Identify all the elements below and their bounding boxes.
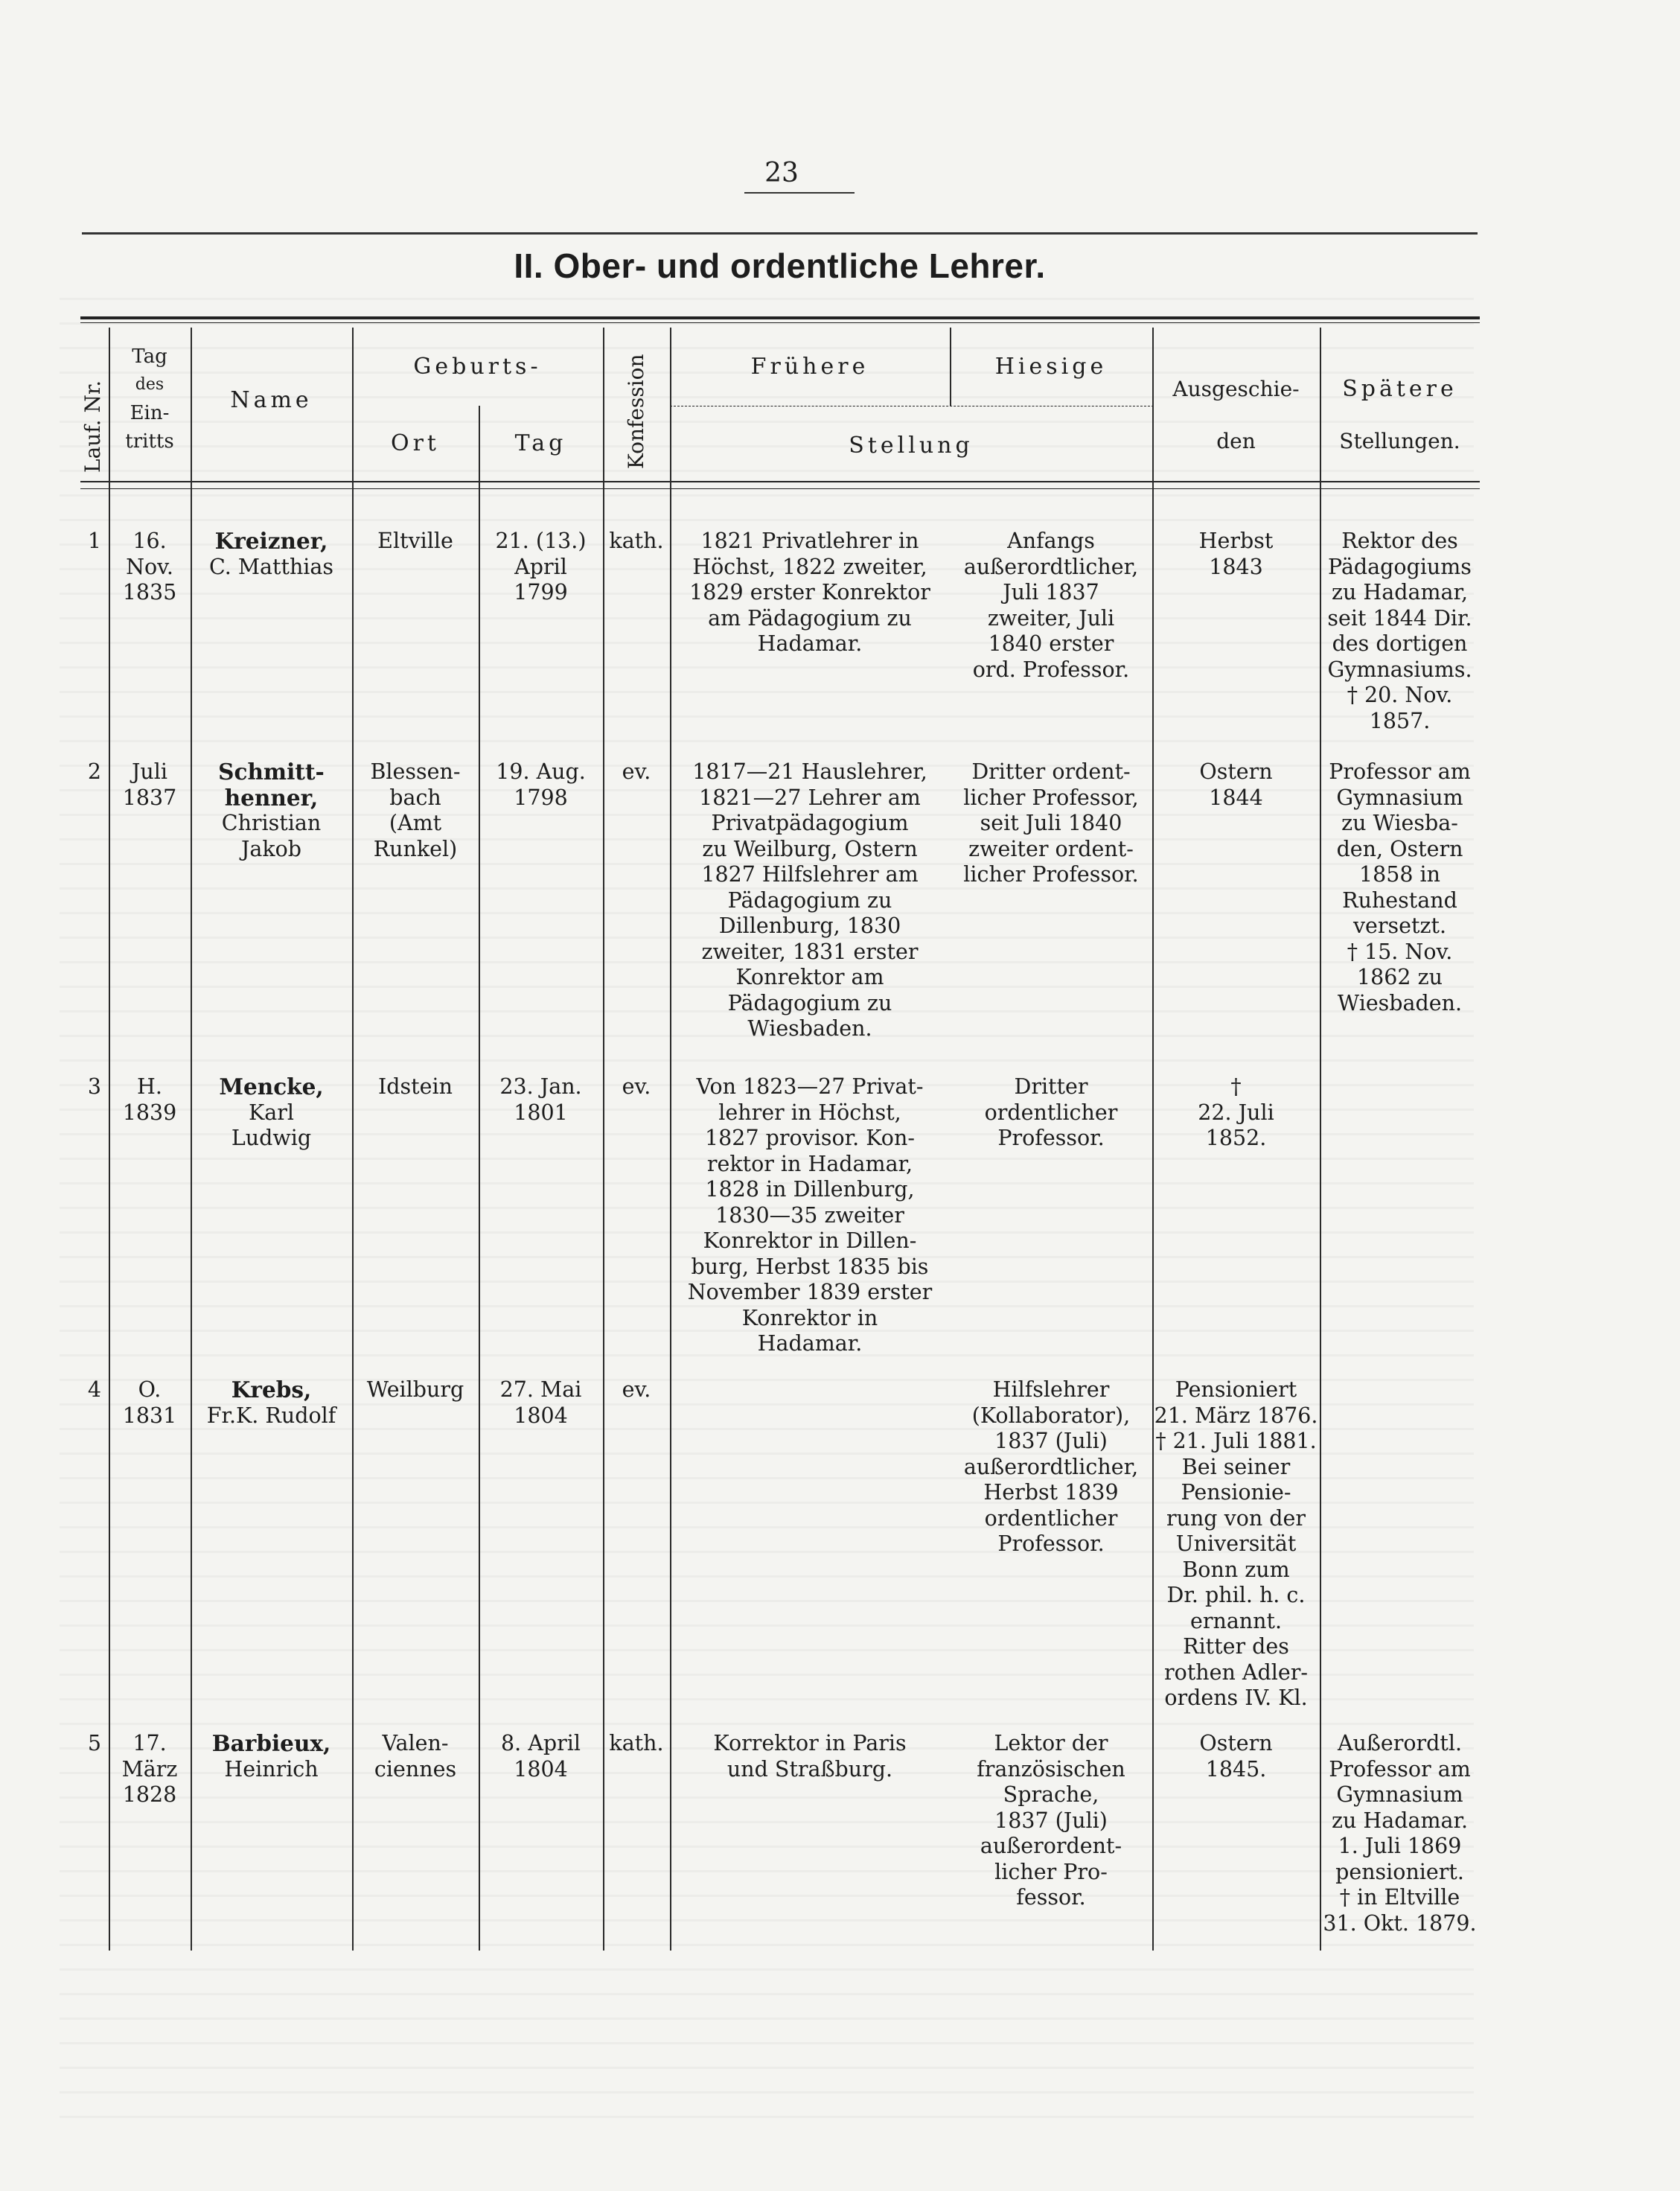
cell-line: Professor am: [1329, 759, 1471, 784]
row-ausgeschieden: [1152, 759, 1320, 811]
cell-line: Karl: [248, 1100, 295, 1125]
cell-line: licher Professor,: [963, 785, 1139, 810]
cell-line: Dr. phil. h. c.: [1166, 1583, 1306, 1607]
row-ort: [352, 529, 479, 555]
cell-line: außerordtlicher,: [963, 554, 1139, 579]
cell-line: Juli: [131, 759, 167, 784]
row-ausgeschieden: [1152, 529, 1320, 580]
row-konfession: kath.: [609, 529, 664, 553]
cell-line: rothen Adler-: [1164, 1659, 1308, 1685]
cell-line: 1804: [514, 1756, 568, 1782]
cell-line: 17.: [132, 1731, 167, 1755]
cell-line: 1857.: [1369, 708, 1431, 733]
cell-line: 1799: [514, 580, 568, 605]
cell-line: Gymnasium: [1336, 1782, 1463, 1807]
cell-line: 23. Jan.: [499, 1074, 582, 1099]
cell-line: Rektor des: [1341, 529, 1458, 553]
cell-line: des dortigen: [1332, 631, 1468, 656]
cell-line: 1798: [514, 785, 568, 810]
cell-line: ordentlicher: [984, 1100, 1118, 1125]
cell-line: 1843: [1209, 554, 1263, 579]
cell-line: Hilfslehrer: [992, 1377, 1110, 1402]
row-eintritt: [109, 759, 191, 811]
header-name: Name: [230, 387, 313, 413]
row-fruehere: [670, 1731, 950, 1782]
cell-line: Hadamar.: [757, 1331, 863, 1356]
cell-line: 22. Juli: [1198, 1100, 1274, 1125]
cell-line: Valen-: [382, 1731, 449, 1755]
header-konfession: Konfession: [624, 354, 648, 469]
cell-line: † in Eltville: [1339, 1885, 1460, 1910]
cell-line: 1827 Hilfslehrer am: [701, 862, 919, 887]
cell-line: Idstein: [378, 1074, 453, 1099]
row-ausgeschieden: [1152, 1074, 1320, 1152]
cell-line: zu Hadamar.: [1331, 1808, 1469, 1833]
cell-line: Pensionie-: [1181, 1480, 1291, 1505]
cell-line: 1817—21 Hauslehrer,: [692, 759, 927, 784]
row-ort: [352, 759, 479, 862]
cell-line: Runkel): [373, 836, 458, 861]
cell-line: Gymnasium: [1336, 785, 1463, 810]
row-fruehere: [670, 1074, 950, 1357]
cell-line: zu Wiesba-: [1341, 811, 1458, 835]
cell-line: französischen: [977, 1756, 1125, 1782]
cell-line: 1837 (Juli): [994, 1429, 1108, 1453]
cell-line: April: [514, 554, 567, 579]
row-hiesige: [950, 1377, 1152, 1557]
cell-line: Universität: [1175, 1531, 1297, 1556]
row-name: [191, 529, 352, 580]
cell-line: Pädagogiums: [1328, 554, 1472, 579]
cell-line: 16.: [132, 529, 167, 553]
page-number-rule: [744, 192, 855, 194]
row-tag: [479, 529, 603, 606]
cell-line: 1837 (Juli): [994, 1808, 1108, 1833]
cell-line: Nov.: [126, 554, 173, 579]
cell-line: bach: [389, 785, 441, 810]
cell-line: † 15. Nov.: [1347, 939, 1453, 964]
cell-line: Privatpädagogium: [711, 811, 909, 835]
row-name: [191, 1377, 352, 1429]
row-ausgeschieden: [1152, 1377, 1320, 1712]
cell-line: Gymnasiums.: [1327, 657, 1472, 682]
row-ausgeschieden: [1152, 1731, 1320, 1782]
cell-line: ordentlicher: [984, 1505, 1118, 1531]
cell-line: 21. März 1876.: [1154, 1403, 1318, 1428]
cell-line: 19. Aug.: [496, 759, 586, 784]
header-ort: Ort: [391, 430, 440, 456]
row-tag: [479, 759, 603, 811]
cell-line: rektor in Hadamar,: [706, 1151, 913, 1176]
cell-line: außerordent-: [980, 1834, 1122, 1858]
cell-line: 1. Juli 1869: [1338, 1834, 1462, 1858]
cell-line: Stellungen.: [1339, 429, 1460, 453]
cell-line: Schmitt-: [218, 759, 325, 785]
cell-line: Juli 1837: [1003, 580, 1099, 605]
row-ort: [352, 1731, 479, 1782]
col-line-3: [352, 328, 354, 1951]
cell-line: 8. April: [501, 1731, 581, 1755]
cell-line: 21. (13.): [495, 529, 587, 553]
cell-line: 1829 erster Konrektor: [689, 580, 930, 605]
row-hiesige: [950, 759, 1152, 888]
cell-line: Christian: [221, 811, 322, 835]
cell-line: 31. Okt. 1879.: [1323, 1910, 1477, 1936]
cell-line: 1801: [514, 1100, 568, 1125]
cell-line: seit Juli 1840: [980, 811, 1122, 835]
row-name: [191, 1731, 352, 1782]
cell-line: 1845.: [1205, 1756, 1267, 1782]
row-konfession: ev.: [622, 759, 651, 784]
cell-line: Professor am: [1329, 1756, 1471, 1782]
cell-line: Ostern: [1199, 759, 1273, 784]
cell-line: 1804: [514, 1403, 568, 1428]
row-tag: [479, 1731, 603, 1782]
cell-line: 1852.: [1205, 1126, 1267, 1150]
cell-line: Spätere: [1342, 376, 1457, 402]
cell-line: Konrektor in Dillen-: [703, 1228, 917, 1253]
row-fruehere: [670, 759, 950, 1042]
header-stellung: Stellung: [849, 433, 974, 459]
cell-line: licher Professor.: [963, 862, 1139, 887]
cell-line: Konrektor am: [735, 965, 884, 989]
cell-line: zweiter, 1831 erster: [701, 939, 919, 964]
header-fruehere: Frühere: [750, 354, 869, 380]
cell-line: Ruhestand: [1342, 887, 1457, 913]
cell-line: Barbieux,: [211, 1730, 331, 1756]
cell-line: Herbst: [1198, 529, 1274, 553]
col-line-5: [603, 328, 604, 1951]
page-number: 23: [764, 158, 799, 188]
row-spaetere: [1320, 759, 1480, 1016]
row-spaetere: [1320, 1731, 1480, 1936]
cell-line: November 1839 erster: [687, 1280, 933, 1304]
header-tag-des-eintritts: [109, 342, 191, 456]
cell-line: Hadamar.: [757, 631, 863, 656]
cell-line: Sprache,: [1003, 1782, 1099, 1807]
cell-line: Bei seiner: [1181, 1454, 1291, 1479]
cell-line: 1827 provisor. Kon-: [705, 1126, 915, 1150]
top-rule: [82, 232, 1478, 235]
cell-line: 1858 in: [1358, 862, 1441, 887]
cell-line: Blessen-: [370, 759, 461, 784]
cell-line: 1839: [122, 1100, 177, 1125]
row-nr: 1: [87, 529, 101, 553]
cell-line: C. Matthias: [208, 554, 334, 579]
cell-line: 1840 erster: [988, 631, 1114, 656]
cell-line: burg, Herbst 1835 bis: [691, 1254, 929, 1279]
cell-line: licher Pro-: [994, 1859, 1108, 1884]
cell-line: zu Hadamar,: [1331, 580, 1469, 605]
cell-line: Fr.K. Rudolf: [206, 1403, 336, 1428]
row-eintritt: [109, 1074, 191, 1126]
cell-line: Höchst, 1822 zweiter,: [692, 554, 927, 579]
table-top-rule-thin: [80, 322, 1480, 323]
row-nr: 4: [87, 1377, 101, 1402]
cell-line: ernannt.: [1189, 1608, 1283, 1633]
cell-line: 1831: [122, 1403, 177, 1428]
row-eintritt: [109, 1377, 191, 1429]
cell-line: Pädagogium zu: [727, 990, 892, 1015]
header-lauf-nr: Lauf. Nr.: [80, 380, 105, 473]
header-bottom-rule: [80, 481, 1480, 482]
cell-line: fessor.: [1016, 1885, 1086, 1910]
cell-line: ordens IV. Kl.: [1164, 1685, 1308, 1710]
cell-line: Ostern: [1199, 1731, 1273, 1755]
cell-line: 1821 Privatlehrer in: [700, 529, 919, 553]
cell-line: 1821—27 Lehrer am: [699, 785, 921, 810]
cell-line: Krebs,: [231, 1377, 312, 1403]
header-geburts: Geburts-: [413, 354, 542, 380]
cell-line: Tag: [132, 345, 167, 368]
cell-line: Mencke,: [219, 1074, 324, 1100]
cell-line: Heinrich: [224, 1756, 319, 1782]
cell-line: †: [1230, 1074, 1242, 1099]
cell-line: ord. Professor.: [972, 657, 1130, 682]
header-hiesige: Hiesige: [994, 354, 1108, 380]
cell-line: Ludwig: [231, 1126, 312, 1150]
cell-line: 1835: [122, 580, 177, 605]
row-nr: 3: [87, 1074, 101, 1099]
cell-line: O.: [138, 1377, 162, 1402]
row-nr: 2: [87, 759, 101, 784]
cell-line: 27. Mai: [499, 1377, 582, 1402]
cell-line: Ein-: [130, 402, 170, 424]
cell-line: Herbst 1839: [983, 1480, 1119, 1505]
cell-line: am Pädagogium zu: [708, 605, 912, 631]
row-tag: [479, 1074, 603, 1126]
row-nr: 5: [87, 1731, 101, 1755]
cell-line: Dritter ordent-: [971, 759, 1131, 784]
cell-line: versetzt.: [1352, 913, 1447, 938]
row-konfession: ev.: [622, 1074, 651, 1099]
cell-line: (Amt: [389, 811, 442, 835]
row-spaetere: [1320, 529, 1480, 734]
cell-line: des: [135, 375, 165, 394]
cell-line: Bonn zum: [1182, 1557, 1290, 1582]
cell-line: Jakob: [240, 836, 302, 861]
header-ausgeschieden: [1152, 363, 1320, 468]
cell-line: H.: [137, 1074, 162, 1099]
header-tag: Tag: [514, 430, 567, 456]
table-top-rule: [80, 316, 1480, 319]
cell-line: tritts: [125, 430, 174, 453]
cell-line: Pensioniert: [1175, 1377, 1297, 1402]
row-name: [191, 1074, 352, 1152]
cell-line: Ritter des: [1183, 1634, 1289, 1659]
cell-line: Weilburg: [366, 1377, 464, 1402]
row-hiesige: [950, 1074, 1152, 1152]
cell-line: und Straßburg.: [726, 1756, 893, 1782]
cell-line: Professor.: [997, 1531, 1105, 1556]
row-konfession: kath.: [609, 1731, 664, 1755]
header-spaetere: [1320, 363, 1480, 468]
section-title: II. Ober- und ordentliche Lehrer.: [514, 246, 1046, 285]
cell-line: seit 1844 Dir.: [1327, 605, 1472, 631]
cell-line: Lektor der: [994, 1731, 1108, 1755]
cell-line: † 20. Nov.: [1347, 683, 1453, 707]
cell-line: 1828 in Dillenburg,: [705, 1177, 915, 1202]
cell-line: Eltville: [377, 529, 453, 553]
col-line-4: [479, 406, 480, 1951]
cell-line: zu Weilburg, Ostern: [702, 836, 918, 861]
row-name: [191, 759, 352, 862]
cell-line: (Kollaborator),: [971, 1403, 1131, 1428]
cell-line: Von 1823—27 Privat-: [696, 1074, 924, 1099]
cell-line: zweiter ordent-: [968, 836, 1134, 861]
row-eintritt: [109, 1731, 191, 1808]
cell-line: Dritter: [1014, 1074, 1088, 1099]
cell-line: Wiesbaden.: [747, 1016, 872, 1041]
cell-line: ciennes: [374, 1756, 457, 1782]
cell-line: Ausgeschie-: [1172, 377, 1300, 401]
cell-line: 1862 zu: [1357, 965, 1443, 989]
cell-line: Außerordtl.: [1337, 1731, 1463, 1755]
cell-line: † 21. Juli 1881.: [1155, 1429, 1317, 1453]
cell-line: außerordtlicher,: [963, 1454, 1139, 1479]
row-ort: [352, 1074, 479, 1100]
cell-line: Konrektor in: [741, 1305, 878, 1330]
cell-line: den: [1216, 429, 1256, 453]
cell-line: Dillenburg, 1830: [718, 913, 901, 938]
row-hiesige: [950, 1731, 1152, 1911]
cell-line: zweiter, Juli: [987, 605, 1115, 631]
cell-line: rung von der: [1166, 1505, 1306, 1531]
row-konfession: ev.: [622, 1377, 651, 1402]
cell-line: 1837: [122, 785, 177, 810]
cell-line: Anfangs: [1007, 529, 1095, 553]
cell-line: Pädagogium zu: [727, 887, 892, 913]
row-ort: [352, 1377, 479, 1403]
row-fruehere: [670, 529, 950, 657]
cell-line: den, Ostern: [1336, 836, 1463, 861]
cell-line: 1828: [122, 1782, 177, 1807]
row-eintritt: [109, 529, 191, 606]
cell-line: Professor.: [997, 1126, 1105, 1150]
row-tag: [479, 1377, 603, 1429]
cell-line: Korrektor in Paris: [713, 1731, 907, 1755]
cell-line: Wiesbaden.: [1337, 990, 1463, 1015]
cell-line: henner,: [224, 784, 319, 811]
cell-line: lehrer in Höchst,: [718, 1100, 901, 1125]
header-bottom-rule-2: [80, 488, 1480, 489]
row-hiesige: [950, 529, 1152, 683]
cell-line: 1844: [1209, 785, 1263, 810]
cell-line: pensioniert.: [1335, 1859, 1464, 1884]
cell-line: März: [121, 1756, 178, 1782]
cell-line: 1830—35 zweiter: [715, 1202, 904, 1228]
cell-line: Kreizner,: [214, 528, 328, 554]
